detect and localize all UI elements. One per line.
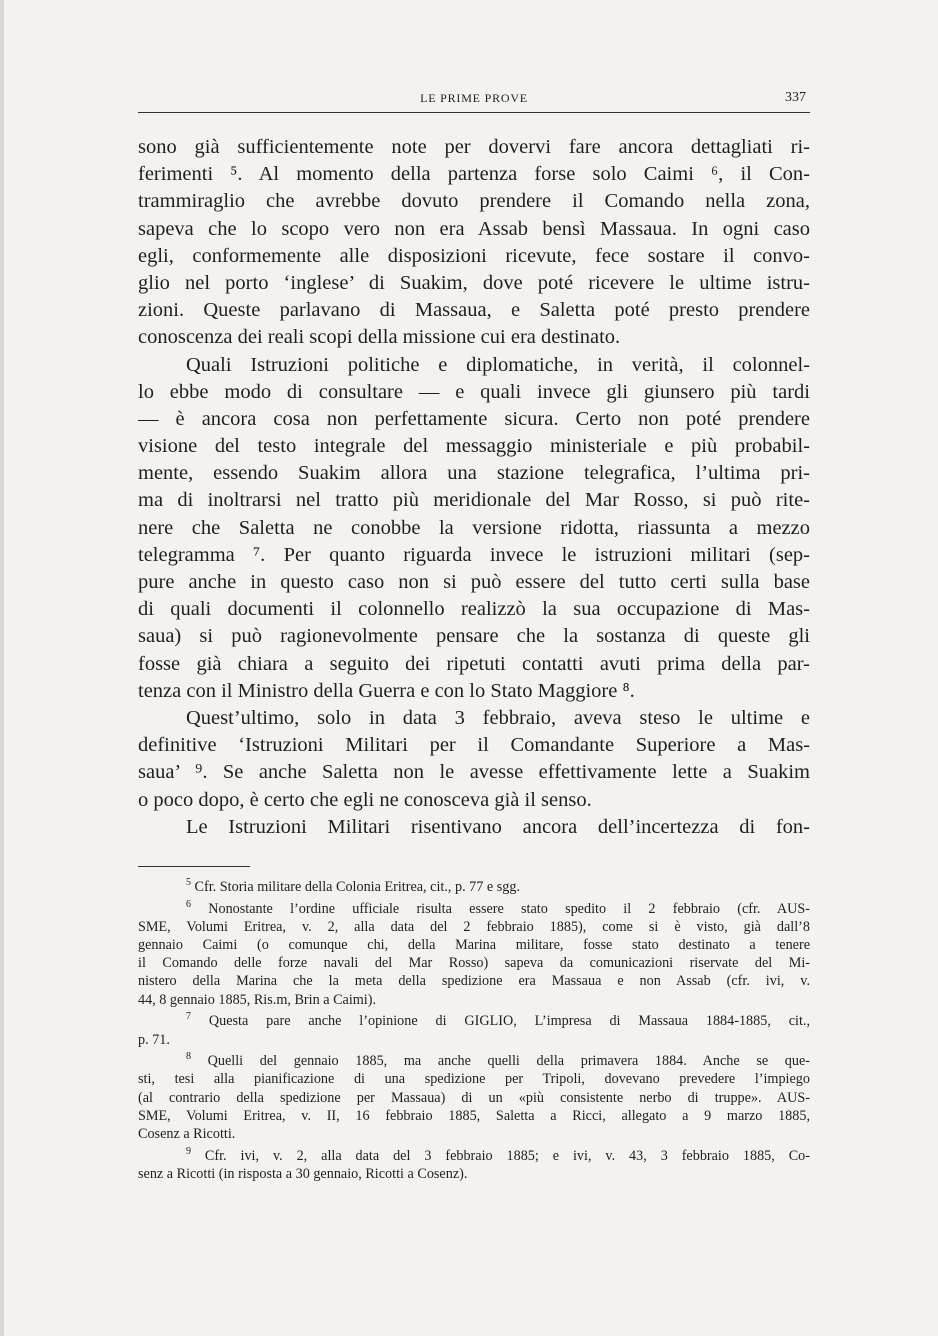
body-line: ma di inoltrarsi nel tratto più meridionale del Mar Rosso, si può rite- bbox=[138, 489, 810, 512]
footnote-line bbox=[138, 1052, 810, 1070]
body-line: zioni. Queste parlavano di Massaua, e Saletta poté presto prendere bbox=[138, 299, 810, 322]
footnote-number: 8 bbox=[186, 1052, 191, 1063]
body-line: nere che Saletta ne conobbe la versione ridotta, riassunta a mezzo bbox=[138, 516, 810, 539]
footnote bbox=[138, 1052, 810, 1143]
footnote-line: SME, Volumi Eritrea, v. II, 16 febbraio 1885, Saletta a Ricci, allegato a 9 marzo 1885, bbox=[138, 1107, 810, 1124]
footnote-line bbox=[138, 900, 810, 918]
footnote-line: il Comando delle forze navali del Mar Rosso) sapeva da comunicazioni riservate del Mi- bbox=[138, 955, 810, 972]
body-line: o poco dopo, è certo che egli ne conosceva già il senso. bbox=[138, 788, 592, 811]
footnote-line: 44, 8 gennaio 1885, Ris.m, Brin a Caimi). bbox=[138, 991, 377, 1008]
body-line: lo ebbe modo di consultare — e quali invece gli giunsero più tardi bbox=[138, 380, 810, 403]
body-line: Quest’ultimo, solo in data 3 febbraio, aveva steso le ultime e bbox=[186, 706, 810, 729]
footnote-line bbox=[138, 878, 810, 896]
body-line: egli, conformemente alle disposizioni ricevute, fece sostare il convo- bbox=[138, 244, 810, 267]
body-line: sono già sufficientemente note per dovervi fare ancora dettagliati ri- bbox=[138, 136, 810, 158]
footnote-line: Cosenz a Ricotti. bbox=[138, 1125, 236, 1142]
body-line: visione del testo integrale del messaggio ministeriale e più probabil- bbox=[138, 435, 810, 458]
body-line: Le Istruzioni Militari risentivano ancora dell’incertezza di fon- bbox=[186, 815, 810, 838]
body-line: sapeva che lo scopo vero non era Assab bensì Massaua. In ogni caso bbox=[138, 217, 810, 240]
body-line: fosse già chiara a seguito dei ripetuti contatti avuti prima della par- bbox=[138, 652, 810, 675]
footnote-line: sti, tesi alla pianificazione di una spedizione per Tripoli, dovevano prevedere l’impiego bbox=[138, 1071, 810, 1088]
page-header bbox=[138, 90, 810, 113]
footnote-line bbox=[138, 1012, 810, 1030]
footnote-line bbox=[138, 1147, 810, 1165]
footnotes bbox=[138, 878, 810, 1183]
footnote-separator bbox=[138, 866, 250, 867]
page-number: 337 bbox=[785, 90, 806, 105]
footnote bbox=[138, 1012, 810, 1048]
footnote-number: 5 bbox=[186, 878, 191, 888]
body-line: trammiraglio che avrebbe dovuto prendere il Comando nella zona, bbox=[138, 190, 810, 213]
footnote-number: 9 bbox=[186, 1146, 191, 1157]
footnote bbox=[138, 1147, 810, 1183]
body-line: ferimenti ⁵. Al momento della partenza forse solo Caimi ⁶, il Con- bbox=[138, 163, 810, 186]
scan-edge bbox=[0, 0, 4, 1336]
body-line: glio nel porto ‘inglese’ di Suakim, dove poté ricevere le ultime istru- bbox=[138, 271, 810, 294]
footnote bbox=[138, 878, 810, 896]
footnote-line: nistero della Marina che la meta della spedizione era Massaua e non Assab (cfr. ivi, v. bbox=[138, 973, 810, 990]
body-line: Quali Istruzioni politiche e diplomatiche, in verità, il colonnel- bbox=[186, 353, 810, 376]
body-line: pure anche in questo caso non si può essere del tutto certi sulla base bbox=[138, 571, 810, 593]
footnote-text: Questa pare anche l’opinione di GIGLIO, L’impresa di Massaua 1884-1885, cit., bbox=[208, 1013, 810, 1030]
footnote-number: 7 bbox=[186, 1012, 191, 1023]
body-line: saua’ ⁹. Se anche Saletta non le avesse effettivamente lette a Suakim bbox=[138, 761, 810, 784]
body-line: conoscenza dei reali scopi della missione cui era destinato. bbox=[138, 326, 621, 349]
footnote-line: p. 71. bbox=[138, 1031, 170, 1048]
footnote-text: Cfr. ivi, v. 2, alla data del 3 febbraio 1885; e ivi, v. 43, 3 febbraio 1885, Co- bbox=[204, 1147, 810, 1164]
body-line: di quali documenti il colonnello realizzò la sua occupazione di Mas- bbox=[138, 598, 810, 621]
body-line: tenza con il Ministro della Guerra e con lo Stato Maggiore ⁸. bbox=[138, 679, 635, 702]
body-line: telegramma ⁷. Per quanto riguarda invece le istruzioni militari (sep- bbox=[138, 543, 810, 566]
footnote-line: senz a Ricotti (in risposta a 30 gennaio, Ricotti a Cosenz). bbox=[138, 1165, 468, 1182]
footnote-text: Cfr. Storia militare della Colonia Eritrea, cit., p. 77 e sgg. bbox=[194, 879, 520, 895]
body-line: saua) si può ragionevolmente pensare che la sostanza di queste gli bbox=[138, 625, 810, 648]
footnote-line: gennaio Caimi (o comunque chi, della Marina militare, fosse stato destinato a tenere bbox=[138, 937, 810, 954]
footnote bbox=[138, 900, 810, 1009]
footnote-number: 6 bbox=[186, 899, 191, 910]
body-line: definitive ‘Istruzioni Militari per il Comandante Superiore a Mas- bbox=[138, 734, 810, 757]
body-line: mente, essendo Suakim allora una stazione telegrafica, l’ultima pri- bbox=[138, 462, 810, 485]
running-title: LE PRIME PROVE bbox=[420, 91, 528, 105]
body-line: — è ancora cosa non perfettamente sicura. Certo non poté prendere bbox=[138, 407, 810, 430]
footnote-text: Quelli del gennaio 1885, ma anche quelli della primavera 1884. Anche se que- bbox=[207, 1053, 810, 1070]
footnote-line: SME, Volumi Eritrea, v. 2, alla data del 2 febbraio 1885), come si è visto, già dall’8 bbox=[138, 918, 810, 935]
footnote-line: (al contrario della spedizione per Massaua) di un «più consistente nerbo di truppe». AUS- bbox=[138, 1089, 810, 1106]
body-text bbox=[138, 134, 810, 841]
footnote-text: Nonostante l’ordine ufficiale risulta essere stato spedito il 2 febbraio (cfr. AUS- bbox=[208, 900, 810, 917]
